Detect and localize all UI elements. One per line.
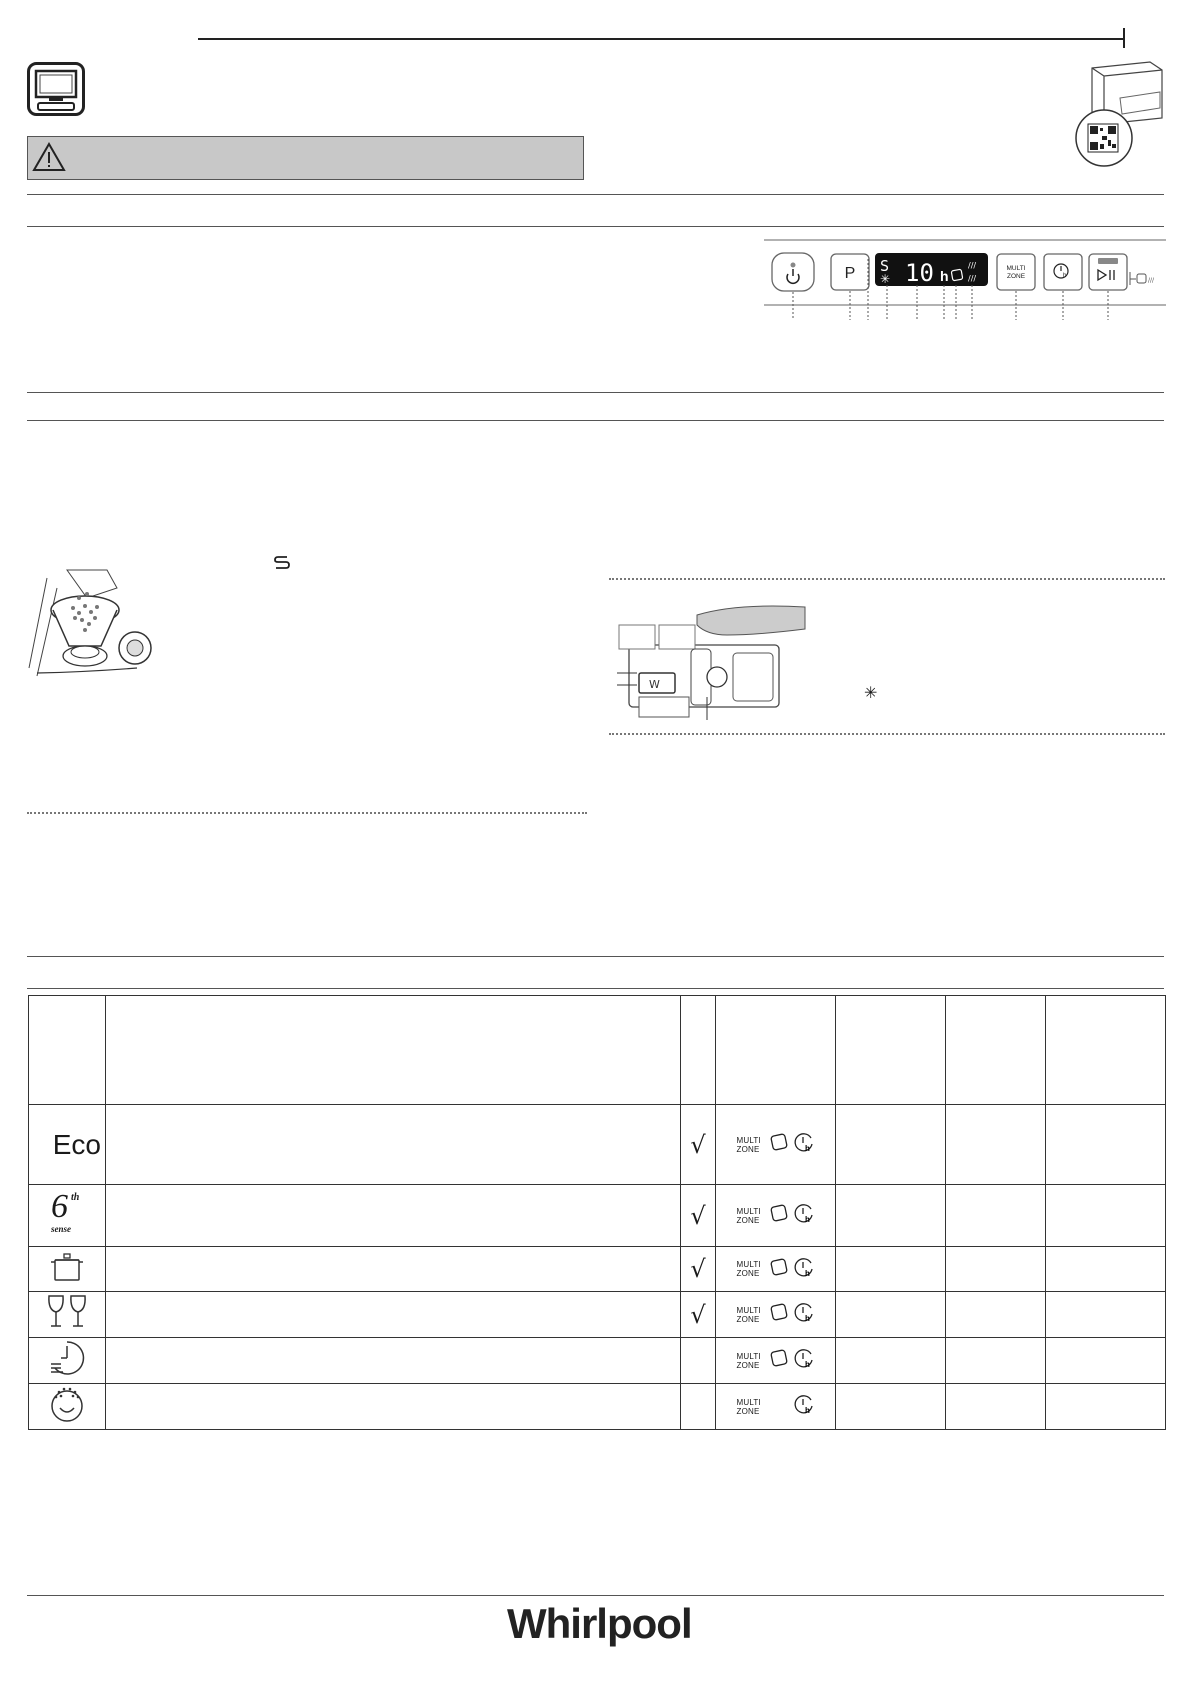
program-check-cell: √ [681,1292,716,1338]
multizone-option-label: MULTI ZONE [736,1351,761,1370]
section-rule [27,956,1164,957]
program-data-cell [836,1384,946,1430]
section-rule [27,194,1164,195]
svg-text:h: h [1063,273,1067,279]
multizone-label-1: MULTI [1006,265,1026,272]
program-check-cell: √ [681,1105,716,1185]
multizone-label-2: ZONE [1006,273,1026,280]
glasses-icon [45,1319,89,1336]
svg-text:h: h [804,1268,810,1278]
program-data-cell [836,1105,946,1185]
tablet-icon [769,1257,789,1282]
monitor-icon [27,62,85,116]
eco-text-icon: Eco [52,1128,101,1160]
display-salt-symbol: S [880,257,890,275]
svg-text:h: h [804,1360,810,1369]
program-description-cell [106,1247,681,1292]
program-description-cell [106,1292,681,1338]
program-data-cell [836,1247,946,1292]
program-data-cell [1046,1292,1166,1338]
logo-text: Whirlpool [507,1600,692,1647]
pot-icon [49,1271,85,1288]
program-options-cell [716,1185,836,1247]
section-rule [27,392,1164,393]
program-data-cell [1046,1384,1166,1430]
program-row [29,1292,1166,1338]
salt-indicator-icon [272,553,292,578]
program-button-label: P [844,265,856,282]
program-icon-cell [29,1247,106,1292]
program-data-cell [946,1185,1046,1247]
section-rule [27,226,1164,227]
program-icon-cell [29,1384,106,1430]
delay-start-icon [793,1202,815,1229]
svg-text:///: /// [1148,277,1155,284]
dotted-separator [609,733,1165,735]
dotted-separator [609,578,1165,580]
6th-sense-icon: 6 th sense [51,1188,80,1234]
delay-start-icon [793,1131,815,1158]
program-data-cell [1046,1185,1166,1247]
program-description-cell [106,1185,681,1247]
multizone-option-label: MULTI ZONE [736,1305,761,1324]
program-icon-cell [29,1105,106,1185]
tablet-icon [769,1302,789,1327]
program-row [29,1185,1166,1247]
delay-start-icon [793,1256,815,1283]
program-table [28,995,1166,1430]
multizone-option-label: MULTI ZONE [736,1135,761,1154]
table-header-row [29,996,1166,1105]
program-data-cell [946,1247,1046,1292]
program-icon-cell [29,1338,106,1384]
program-row [29,1384,1166,1430]
section-rule [27,420,1164,421]
svg-text:h: h [804,1215,810,1224]
svg-text:///: /// [968,261,977,270]
dishwasher-qr-illustration [1062,58,1166,168]
multizone-option-label: MULTI ZONE [736,1260,761,1278]
warning-bar [27,136,584,180]
program-data-cell [836,1292,946,1338]
program-options-cell [716,1105,836,1185]
tablet-icon [769,1132,789,1157]
delay-start-icon [793,1301,815,1328]
delay-start-icon [793,1393,815,1420]
program-check-cell [681,1384,716,1430]
svg-text:///: /// [968,274,977,283]
top-rule-tick [1123,28,1125,48]
display-hours: h [940,268,949,284]
program-row [29,1105,1166,1185]
delay-start-icon [793,1347,815,1374]
svg-text:h: h [804,1144,810,1153]
multizone-option-label: MULTI ZONE [736,1397,761,1416]
section-rule [27,988,1164,989]
program-data-cell [1046,1247,1166,1292]
program-description-cell [106,1384,681,1430]
program-icon-cell [29,1292,106,1338]
power-button [772,253,814,291]
program-options-cell [716,1384,836,1430]
program-data-cell [946,1338,1046,1384]
quick-wash-icon [47,1365,87,1382]
svg-text:h: h [804,1314,810,1323]
display-digits: 10 [905,259,934,287]
program-row [29,1247,1166,1292]
detergent-dispenser-illustration [617,605,807,725]
dotted-separator [27,812,587,814]
tablet-icon [769,1348,789,1373]
footer-rule [27,1595,1164,1596]
prewash-icon [47,1411,87,1428]
top-rule [198,38,1124,40]
warning-icon [32,142,66,177]
program-icon-cell [29,1185,106,1247]
multizone-option-label: MULTI ZONE [736,1206,761,1225]
program-options-cell [716,1338,836,1384]
program-description-cell [106,1338,681,1384]
svg-text:h: h [804,1406,810,1415]
svg-text:✳: ✳ [880,272,891,286]
rinse-aid-indicator-icon: ✳ [864,685,878,702]
program-data-cell [1046,1105,1166,1185]
svg-text:W: W [649,678,660,691]
program-options-cell [716,1292,836,1338]
program-data-cell [946,1384,1046,1430]
program-row [29,1338,1166,1384]
tablet-icon [769,1203,789,1228]
control-panel-diagram [764,235,1166,320]
program-data-cell [836,1338,946,1384]
whirlpool-logo [507,1600,692,1648]
program-check-cell: √ [681,1247,716,1292]
program-check-cell: √ [681,1185,716,1247]
program-data-cell [1046,1338,1166,1384]
salt-reservoir-illustration [27,568,162,680]
program-description-cell [106,1105,681,1185]
program-check-cell [681,1338,716,1384]
program-data-cell [946,1292,1046,1338]
program-data-cell [946,1105,1046,1185]
program-data-cell [836,1185,946,1247]
program-options-cell [716,1247,836,1292]
